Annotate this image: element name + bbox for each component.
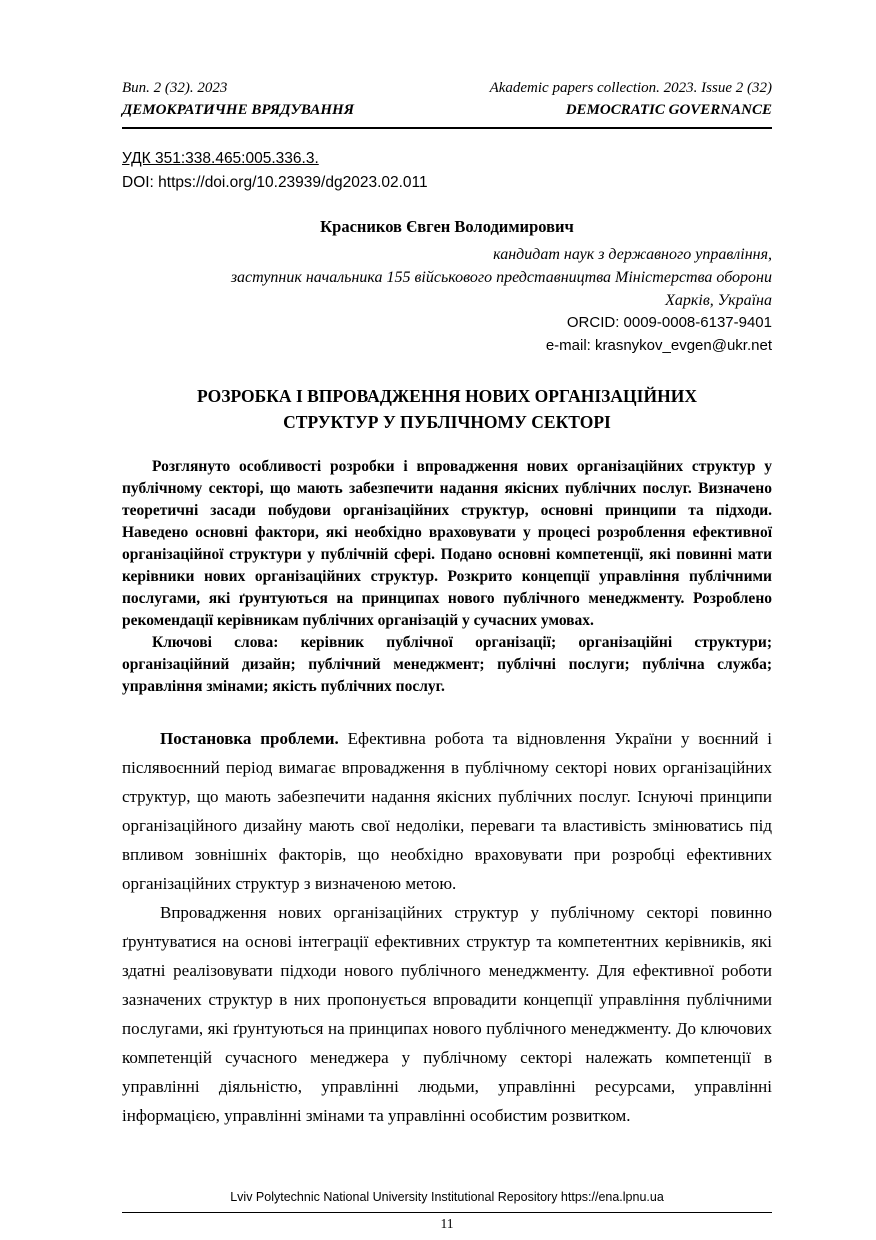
article-body: [122, 724, 772, 1130]
article-title-line1: РОЗРОБКА І ВПРОВАДЖЕННЯ НОВИХ ОРГАНІЗАЦІЙНИХ: [197, 386, 697, 407]
abstract-paragraph: Розглянуто особливості розробки і впровадження нових організаційних структур у публічному секторі, що мають забезпечити надання якісних публічних послуг. Визначено теоретичні засади побудови організаційних структур, основні принципи та підходи. Наведено основні фактори, які необхідно враховувати у процесі розроблення ефективної організаційної структури у публічній сфері. Подано основні компетенції, які повинні мати керівники нових організаційних структур. Розкрито концепції управління публічними послугами, які ґрунтуються на принципах нового публічного менеджменту. Розроблено рекомендації керівникам публічних організацій у сучасних умовах.: [122, 457, 772, 629]
journal-header: [122, 78, 772, 122]
repository-note: Lviv Polytechnic National University Institutional Repository https://ena.lpnu.ua: [230, 1190, 664, 1204]
journal-name-en: DEMOCRATIC GOVERNANCE: [565, 101, 772, 118]
author-location: Харків, Україна: [665, 291, 772, 309]
author-degree: кандидат наук з державного управління,: [493, 245, 772, 263]
meta-block: [122, 147, 772, 195]
doi-line: DOI: https://doi.org/10.23939/dg2023.02.011: [122, 173, 428, 191]
abstract-block: [122, 456, 772, 698]
journal-name-uk: ДЕМОКРАТИЧНЕ ВРЯДУВАННЯ: [122, 101, 355, 118]
issue-label-uk: Вип. 2 (32). 2023: [122, 80, 228, 96]
author-name: Красников Євген Володимирович: [320, 216, 574, 236]
udk-line: УДК 351:338.465:005.336.3.: [122, 149, 319, 167]
article-title-line2: СТРУКТУР У ПУБЛІЧНОМУ СЕКТОРІ: [283, 412, 611, 433]
author-position: заступник начальника 155 військового представництва Міністерства оборони: [230, 268, 772, 286]
issue-label-en: Akademic papers collection. 2023. Issue 2 (32): [489, 80, 772, 96]
paragraph-problem-statement: [122, 724, 772, 898]
header-divider: [122, 127, 772, 129]
article-title: [167, 383, 727, 436]
paragraph-text-1: Ефективна робота та відновлення України у воєнний і післявоєнний період вимагає впровадження в публічному секторі нових організаційних структур, що мають забезпечити надання якісних публічних послуг. Існуючі принципи організаційного дизайну мають свої недоліки, переваги та властивість змінюватись під впливом зовнішніх факторів, що необхідно враховувати при розробці ефективних організаційних структур з визначеною метою.: [122, 728, 773, 893]
journal-header-right: [490, 78, 772, 122]
keywords-paragraph: Ключові слова: керівник публічної організації; організаційні структури; організаційний дизайн; публічний менеджмент; публічні послуги; публічна служба; управління змінами; якість публічних послуг.: [122, 633, 772, 695]
journal-header-left: [122, 78, 354, 122]
author-orcid: ORCID: 0009-0008-6137-9401: [566, 314, 772, 332]
paragraph-2: Впровадження нових організаційних структур у публічному секторі повинно ґрунтуватися на основі інтеграції ефективних структур та компетентних керівників, які здатні реалізовувати підходи нового публічного менеджменту. Для ефективної роботи зазначених структур в них пропонується впровадити концепції управління публічними послугами, які ґрунтуються на принципах нового публічного менеджменту. До ключових компетенцій сучасного менеджера у публічному секторі належать компетенції в управлінні діяльністю, управлінні людьми, управлінні ресурсами, управлінні інформацією, управлінні змінами та управлінні особистим розвитком.: [122, 902, 772, 1125]
page-footer: [122, 1190, 772, 1232]
page-number: 11: [440, 1216, 454, 1231]
author-email: e-mail: krasnykov_evgen@ukr.net: [545, 336, 772, 354]
paragraph-lead: Постановка проблеми.: [160, 728, 339, 748]
footer-divider: [122, 1212, 772, 1213]
author-block: [122, 217, 772, 358]
